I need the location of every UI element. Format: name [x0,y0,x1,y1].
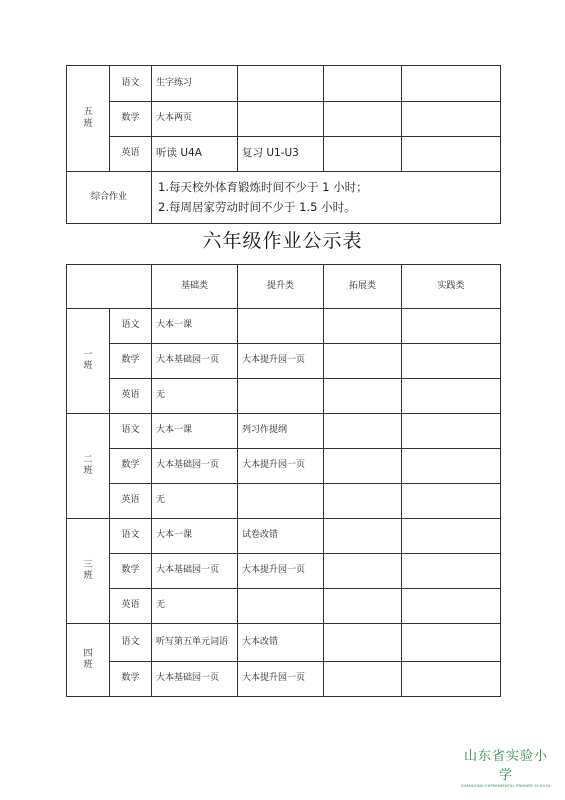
basic-cell: 大本基础园一页 [152,554,238,589]
extension-cell [324,624,402,662]
advanced-cell [238,309,324,344]
basic-cell: 无 [152,484,238,519]
summary-row [67,172,501,224]
extension-cell [324,344,402,379]
practice-cell [402,519,501,554]
table-row [67,624,501,662]
extension-cell [324,66,402,102]
subject-cell: 英语 [110,589,152,624]
table-row [67,379,501,414]
advanced-cell: 试卷改错 [238,519,324,554]
class-label-1: 一 班 [67,309,110,414]
table-row [67,309,501,344]
extension-cell [324,519,402,554]
subject-cell: 数学 [110,662,152,697]
extension-cell [324,662,402,697]
table-row [67,344,501,379]
header-row [67,265,501,309]
basic-cell: 大本一课 [152,519,238,554]
practice-cell [402,624,501,662]
advanced-cell: 大本提升园一页 [238,449,324,484]
header-extension: 拓展类 [324,265,402,309]
advanced-cell: 复习 U1-U3 [238,137,324,172]
subject-cell: 语文 [110,624,152,662]
table-row [67,589,501,624]
table-row [67,519,501,554]
class-label-4: 四 班 [67,624,110,697]
table-row [67,662,501,697]
practice-cell [402,66,501,102]
basic-cell: 大本基础园一页 [152,344,238,379]
advanced-cell: 列习作提纲 [238,414,324,449]
advanced-cell: 大本提升园一页 [238,554,324,589]
header-advanced: 提升类 [238,265,324,309]
extension-cell [324,137,402,172]
subject-cell: 语文 [110,66,152,102]
subject-cell: 数学 [110,102,152,137]
practice-cell [402,554,501,589]
practice-cell [402,414,501,449]
advanced-cell [238,102,324,137]
practice-cell [402,102,501,137]
advanced-cell: 大本提升园一页 [238,344,324,379]
extension-cell [324,102,402,137]
subject-cell: 语文 [110,309,152,344]
summary-line: 1.每天校外体育锻炼时间不少于 1 小时； [158,179,368,194]
subject-cell: 数学 [110,344,152,379]
extension-cell [324,449,402,484]
subject-cell: 语文 [110,414,152,449]
basic-cell: 大本基础园一页 [152,449,238,484]
subject-cell: 数学 [110,554,152,589]
header-basic: 基础类 [152,265,238,309]
basic-cell: 听写第五单元词语 [152,624,238,662]
table-row [67,449,501,484]
header-corner [67,265,152,309]
advanced-cell [238,66,324,102]
table-row [67,414,501,449]
subject-cell: 数学 [110,449,152,484]
basic-cell: 无 [152,379,238,414]
basic-cell: 听读 U4A [152,137,238,172]
class-label-3: 三 班 [67,519,110,624]
page-title: 六年级作业公示表 [202,230,363,252]
subject-cell: 英语 [110,484,152,519]
grade5-continuation-table [66,65,501,224]
table-row [67,554,501,589]
basic-cell: 大本一课 [152,309,238,344]
class-label-5: 五 班 [67,66,110,172]
grade6-homework-table [66,264,501,697]
practice-cell [402,589,501,624]
table-row [67,484,501,519]
class-label-2: 二 班 [67,414,110,519]
practice-cell [402,309,501,344]
summary-label: 综合作业 [67,172,152,224]
summary-line: 2.每周居家劳动时间不少于 1.5 小时。 [158,199,356,214]
advanced-cell: 大本提升园一页 [238,662,324,697]
extension-cell [324,484,402,519]
advanced-cell: 大本改错 [238,624,324,662]
subject-cell: 英语 [110,379,152,414]
advanced-cell [238,484,324,519]
school-logo [461,745,551,788]
practice-cell [402,662,501,697]
practice-cell [402,137,501,172]
basic-cell: 大本两页 [152,102,238,137]
table-row [67,137,501,172]
table-row [67,66,501,102]
subject-cell: 英语 [110,137,152,172]
basic-cell: 生字练习 [152,66,238,102]
practice-cell [402,484,501,519]
table-row [67,102,501,137]
extension-cell [324,414,402,449]
extension-cell [324,554,402,589]
subject-cell: 语文 [110,519,152,554]
school-logo-english: SHANDONG EXPERIMENTAL PRIMARY SCHOOL [461,784,551,788]
school-logo-name: 山东省实验小学 [463,749,548,783]
practice-cell [402,344,501,379]
advanced-cell [238,589,324,624]
header-practice: 实践类 [402,265,501,309]
practice-cell [402,449,501,484]
summary-content [152,172,501,224]
extension-cell [324,589,402,624]
practice-cell [402,379,501,414]
basic-cell: 大本基础园一页 [152,662,238,697]
advanced-cell [238,379,324,414]
basic-cell: 无 [152,589,238,624]
basic-cell: 大本一课 [152,414,238,449]
extension-cell [324,309,402,344]
extension-cell [324,379,402,414]
